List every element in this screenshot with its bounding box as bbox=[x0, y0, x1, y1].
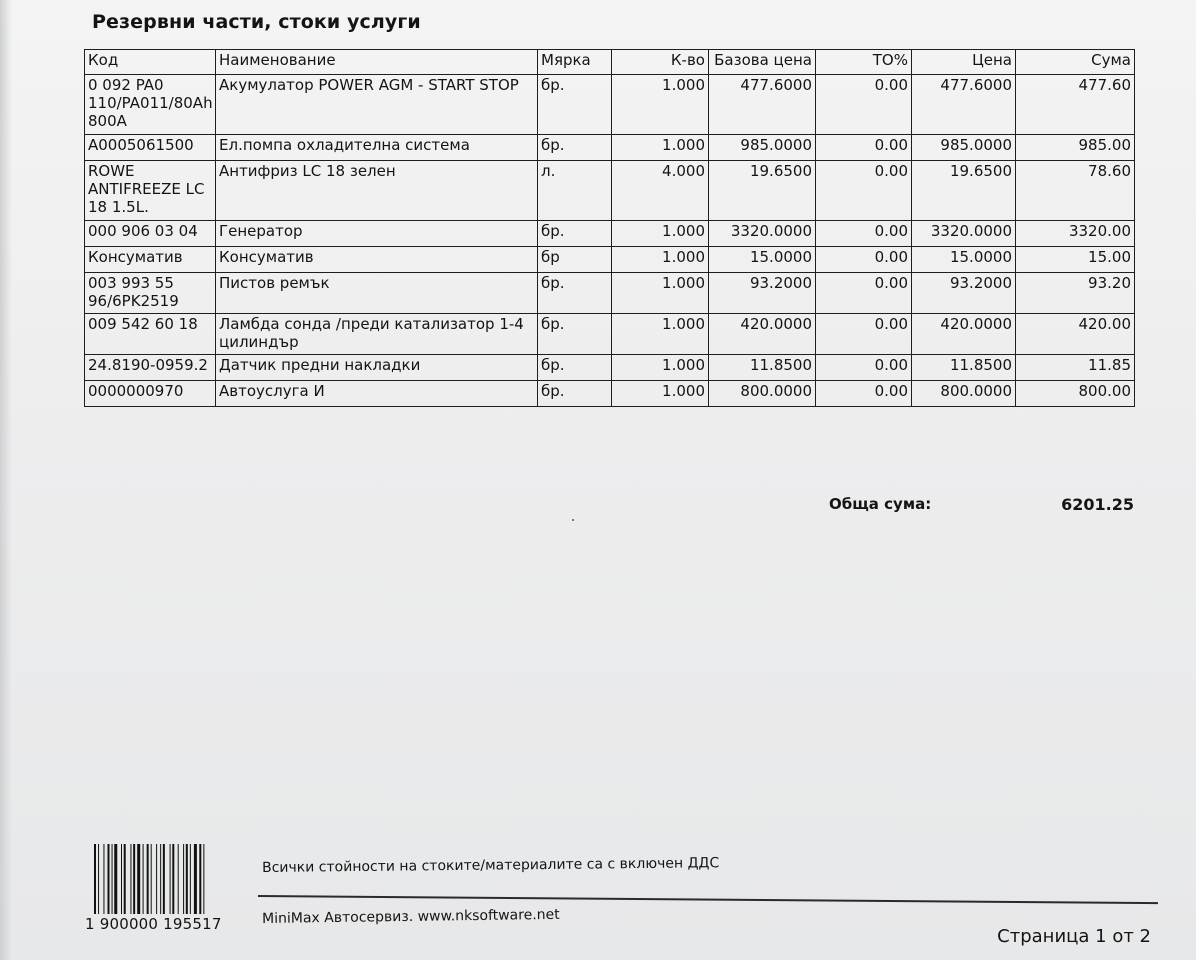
software-credit: MiniMax Автосервиз. www.nksoftware.net bbox=[262, 906, 560, 927]
cell-discount: 0.00 bbox=[816, 247, 912, 273]
section-title: Резервни части, стоки услуги bbox=[92, 11, 421, 33]
cell-name: Антифриз LC 18 зелен bbox=[216, 161, 538, 221]
cell-qty: 1.000 bbox=[612, 221, 709, 247]
cell-code: 0000000970 bbox=[85, 381, 216, 407]
cell-price: 19.6500 bbox=[912, 161, 1016, 221]
cell-price: 15.0000 bbox=[912, 247, 1016, 273]
cell-sum: 800.00 bbox=[1016, 381, 1135, 407]
cell-discount: 0.00 bbox=[816, 381, 912, 407]
footer-divider bbox=[258, 895, 1158, 904]
cell-sum: 477.60 bbox=[1016, 75, 1135, 135]
cell-discount: 0.00 bbox=[816, 75, 912, 135]
cell-base-price: 11.8500 bbox=[709, 355, 816, 381]
cell-base-price: 420.0000 bbox=[709, 314, 816, 355]
cell-sum: 15.00 bbox=[1016, 247, 1135, 273]
vat-note: Всички стойности на стоките/материалите са с включен ДДС bbox=[262, 855, 720, 876]
cell-unit: бр. bbox=[538, 135, 612, 161]
cell-unit: бр. bbox=[538, 355, 612, 381]
table-row bbox=[85, 273, 1135, 314]
cell-qty: 1.000 bbox=[612, 247, 709, 273]
cell-price: 800.0000 bbox=[912, 381, 1016, 407]
cell-name: Акумулатор POWER AGM - START STOP bbox=[216, 75, 538, 135]
cell-base-price: 477.6000 bbox=[709, 75, 816, 135]
cell-name: Генератор bbox=[216, 221, 538, 247]
cell-price: 93.2000 bbox=[912, 273, 1016, 314]
column-header-unit: Мярка bbox=[538, 50, 612, 75]
cell-sum: 3320.00 bbox=[1016, 221, 1135, 247]
cell-discount: 0.00 bbox=[816, 221, 912, 247]
cell-base-price: 985.0000 bbox=[709, 135, 816, 161]
cell-code: 003 993 55 96/6PK2519 bbox=[85, 273, 216, 314]
cell-unit: бр. bbox=[538, 221, 612, 247]
cell-discount: 0.00 bbox=[816, 355, 912, 381]
paper-speck bbox=[572, 519, 574, 521]
column-header-discount: ТО% bbox=[816, 50, 912, 75]
cell-sum: 420.00 bbox=[1016, 314, 1135, 355]
table-row bbox=[85, 355, 1135, 381]
cell-code: Консуматив bbox=[85, 247, 216, 273]
cell-base-price: 93.2000 bbox=[709, 273, 816, 314]
cell-code: 000 906 03 04 bbox=[85, 221, 216, 247]
cell-price: 477.6000 bbox=[912, 75, 1016, 135]
cell-name: Ел.помпа охладителна система bbox=[216, 135, 538, 161]
cell-base-price: 800.0000 bbox=[709, 381, 816, 407]
table-row bbox=[85, 314, 1135, 355]
column-header-base-price: Базова цена bbox=[709, 50, 816, 75]
cell-name: Консуматив bbox=[216, 247, 538, 273]
column-header-price: Цена bbox=[912, 50, 1016, 75]
page-shadow bbox=[0, 0, 12, 960]
page-number: Страница 1 от 2 bbox=[997, 926, 1151, 947]
cell-code: ROWE ANTIFREEZE LC 18 1.5L. bbox=[85, 161, 216, 221]
cell-unit: бр bbox=[538, 247, 612, 273]
table-row bbox=[85, 381, 1135, 407]
table-row bbox=[85, 247, 1135, 273]
cell-unit: бр. bbox=[538, 273, 612, 314]
cell-qty: 1.000 bbox=[612, 75, 709, 135]
cell-discount: 0.00 bbox=[816, 135, 912, 161]
column-header-qty: К-во bbox=[612, 50, 709, 75]
cell-sum: 78.60 bbox=[1016, 161, 1135, 221]
cell-name: Датчик предни накладки bbox=[216, 355, 538, 381]
cell-base-price: 15.0000 bbox=[709, 247, 816, 273]
cell-qty: 1.000 bbox=[612, 381, 709, 407]
cell-price: 985.0000 bbox=[912, 135, 1016, 161]
cell-unit: бр. bbox=[538, 314, 612, 355]
cell-sum: 93.20 bbox=[1016, 273, 1135, 314]
cell-name: Пистов ремък bbox=[216, 273, 538, 314]
cell-code: A0005061500 bbox=[85, 135, 216, 161]
cell-sum: 985.00 bbox=[1016, 135, 1135, 161]
table-row bbox=[85, 221, 1135, 247]
barcode-digits: 1 900000 195517 bbox=[85, 915, 222, 933]
cell-sum: 11.85 bbox=[1016, 355, 1135, 381]
cell-discount: 0.00 bbox=[816, 314, 912, 355]
barcode-image bbox=[94, 844, 240, 914]
cell-qty: 4.000 bbox=[612, 161, 709, 221]
column-header-sum: Сума bbox=[1016, 50, 1135, 75]
cell-discount: 0.00 bbox=[816, 273, 912, 314]
cell-code: 009 542 60 18 bbox=[85, 314, 216, 355]
table-row bbox=[85, 75, 1135, 135]
total-label: Обща сума: bbox=[829, 495, 932, 513]
total-value: 6201.25 bbox=[1061, 495, 1134, 514]
cell-discount: 0.00 bbox=[816, 161, 912, 221]
cell-price: 420.0000 bbox=[912, 314, 1016, 355]
cell-unit: бр. bbox=[538, 381, 612, 407]
cell-qty: 1.000 bbox=[612, 355, 709, 381]
cell-unit: бр. bbox=[538, 75, 612, 135]
cell-base-price: 3320.0000 bbox=[709, 221, 816, 247]
cell-qty: 1.000 bbox=[612, 314, 709, 355]
cell-base-price: 19.6500 bbox=[709, 161, 816, 221]
cell-name: Автоуслуга И bbox=[216, 381, 538, 407]
cell-code: 0 092 PA0 110/PA011/80Ah 800A bbox=[85, 75, 216, 135]
cell-name: Ламбда сонда /преди катализатор 1-4 цилиндър bbox=[216, 314, 538, 355]
table-row bbox=[85, 135, 1135, 161]
parts-table bbox=[84, 49, 1135, 407]
cell-qty: 1.000 bbox=[612, 135, 709, 161]
cell-unit: л. bbox=[538, 161, 612, 221]
cell-code: 24.8190-0959.2 bbox=[85, 355, 216, 381]
cell-price: 11.8500 bbox=[912, 355, 1016, 381]
column-header-code: Код bbox=[85, 50, 216, 75]
cell-qty: 1.000 bbox=[612, 273, 709, 314]
table-row bbox=[85, 161, 1135, 221]
column-header-name: Наименование bbox=[216, 50, 538, 75]
cell-price: 3320.0000 bbox=[912, 221, 1016, 247]
table-header-row bbox=[85, 50, 1135, 75]
